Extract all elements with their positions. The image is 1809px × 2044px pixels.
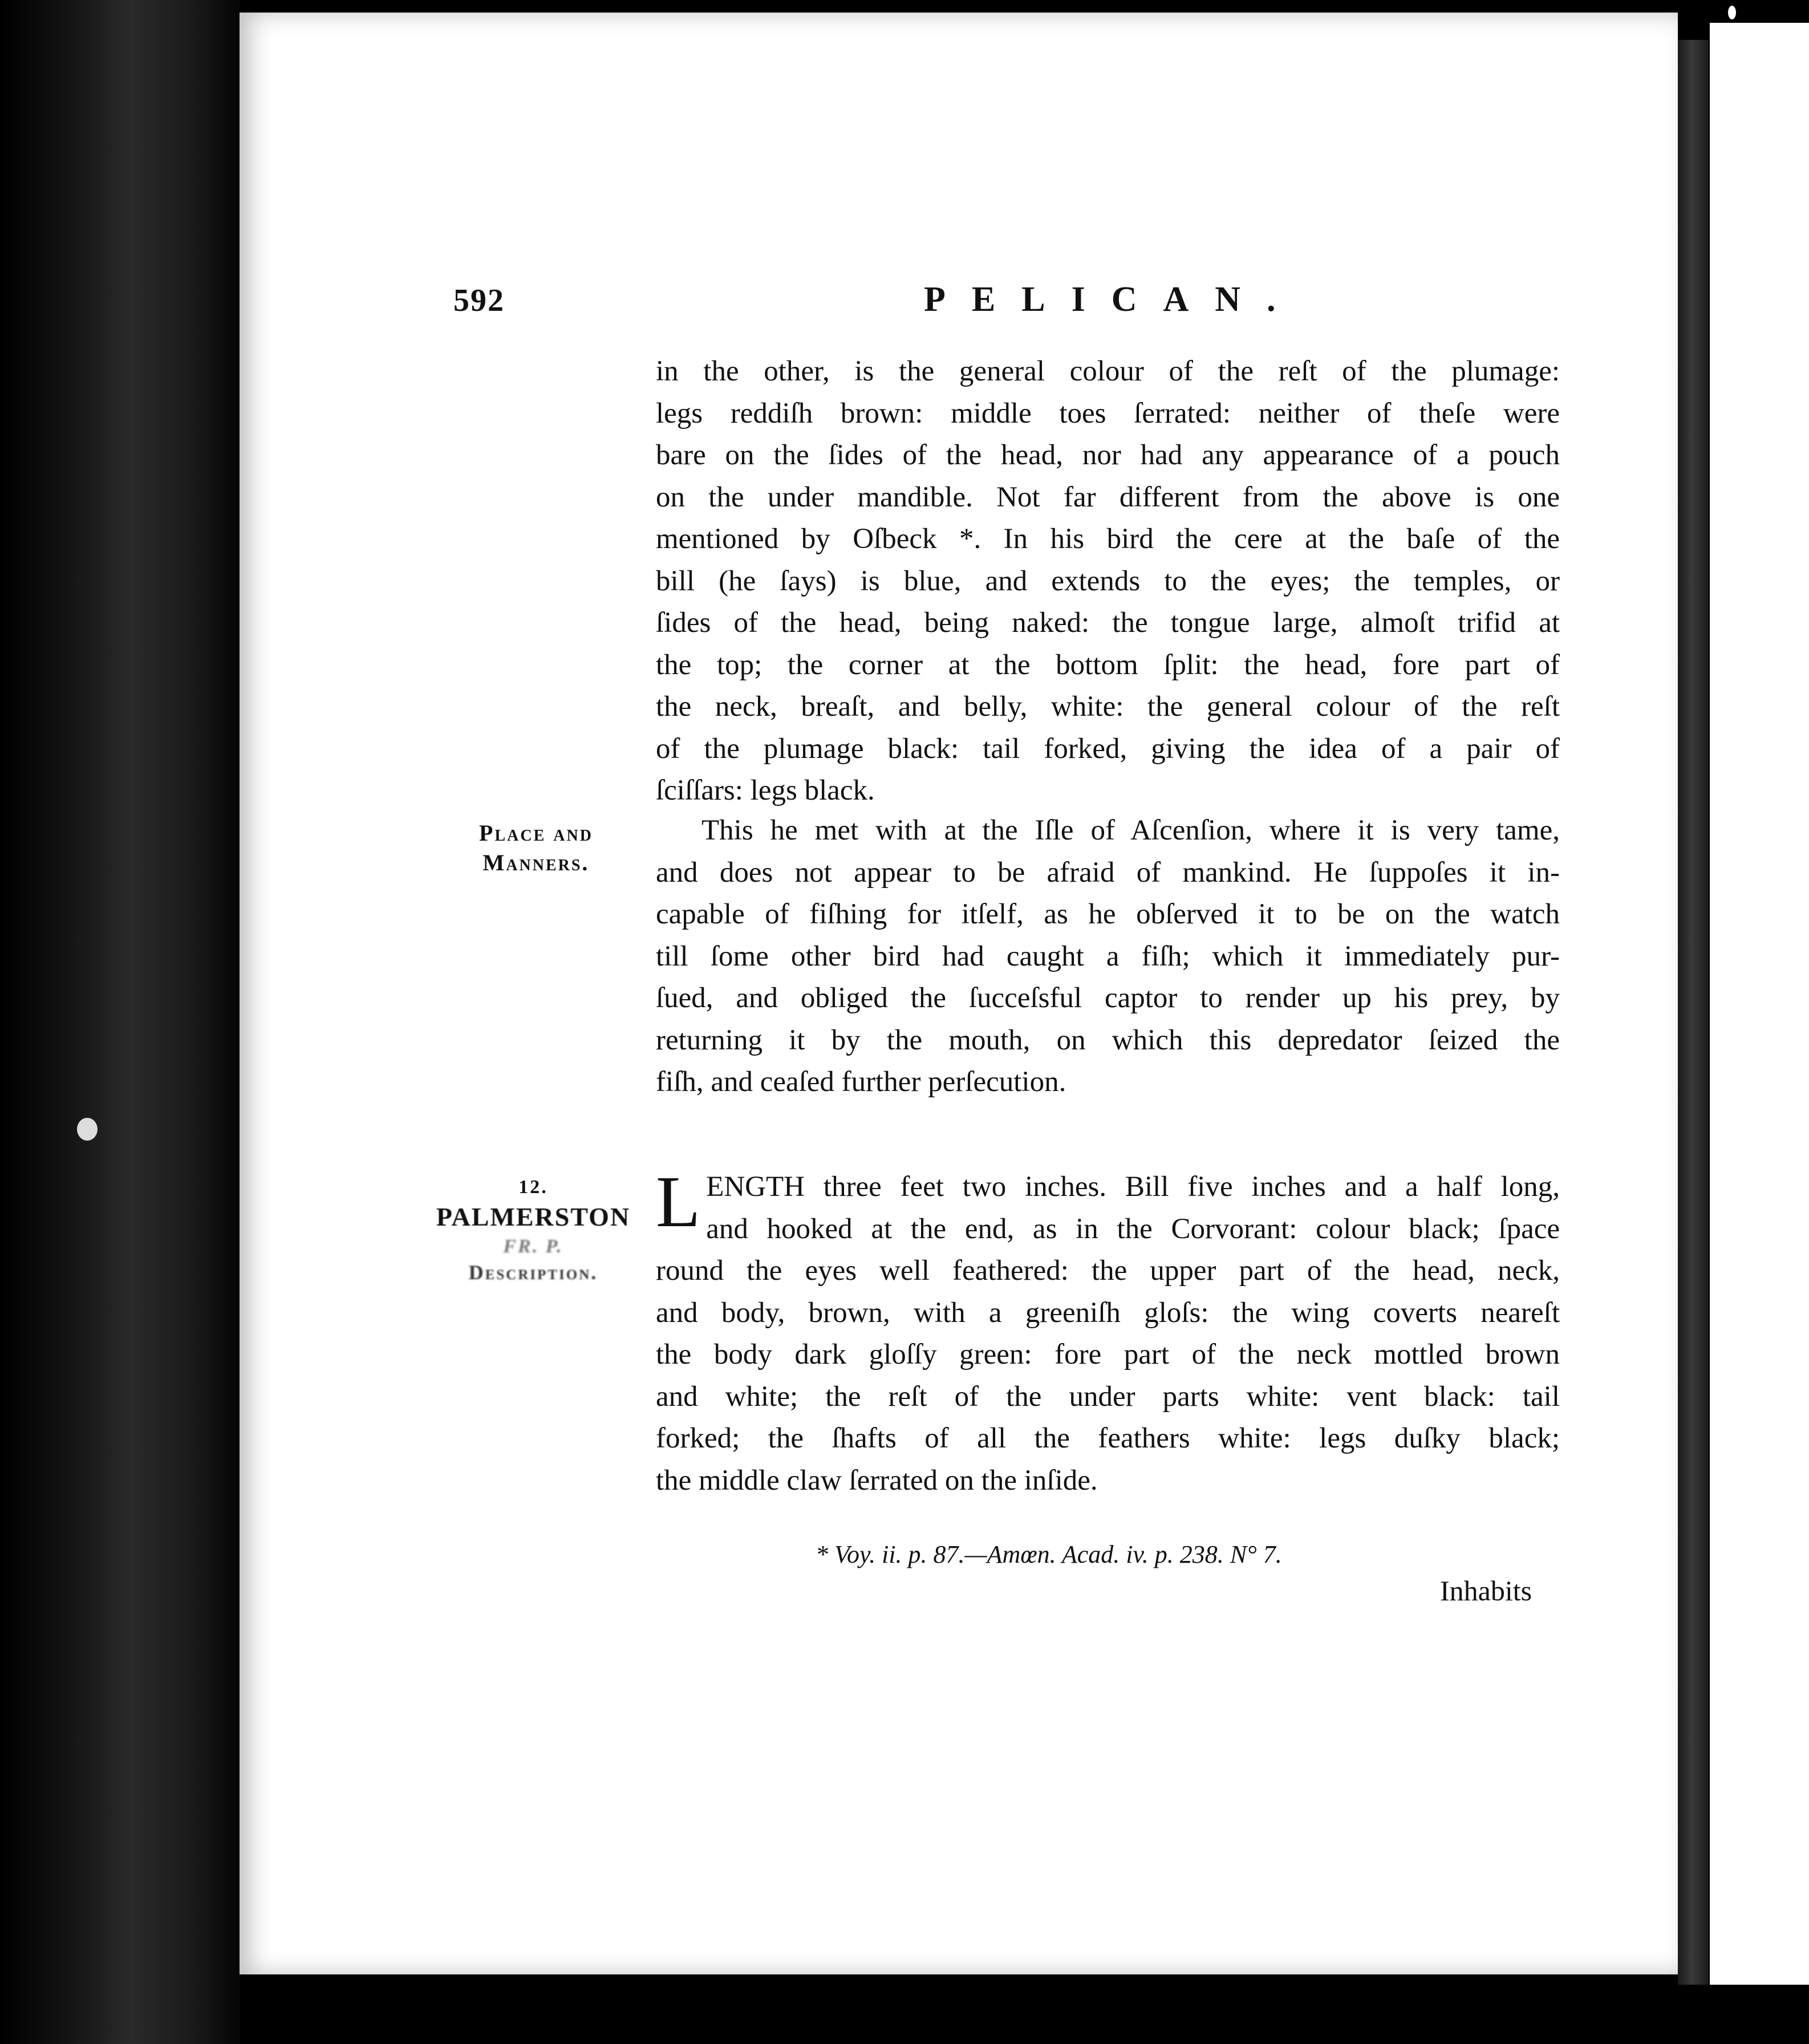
text-line: and does not appear to be afraid of mankind. He ſuppoſes it in- [656, 856, 1560, 889]
text-line: round the eyes well feathered: the upper part of the head, neck, [656, 1255, 1560, 1287]
text-line: legs reddiſh brown: middle toes ſerrated: neither of theſe were [656, 397, 1560, 429]
text-line: of the plumage black: tail forked, giving the idea of a pair of [656, 732, 1560, 765]
sidenote-place-and-manners [468, 818, 605, 878]
text-line: till ſome other bird had caught a fiſh; which it immediately pur- [656, 940, 1560, 972]
text-line: and white; the reſt of the under parts white: vent black: tail [656, 1380, 1560, 1413]
catchword: Inhabits [1440, 1575, 1532, 1607]
text-line: on the under mandible. Not far different from the above is one [656, 481, 1560, 513]
species-name: PALMERSTON [436, 1202, 631, 1232]
species-number: 12. [518, 1177, 548, 1198]
text-line: the top; the corner at the bottom ſplit: the head, fore part of [656, 648, 1560, 681]
footnote: * Voy. ii. p. 87.—Amœn. Acad. iv. p. 238. N° 7. [816, 1540, 1282, 1568]
text-line: ENGTH three feet two inches. Bill five inches and a half long, [706, 1171, 1560, 1203]
running-head: PELICAN. [924, 280, 1302, 319]
corner-speck [1728, 6, 1736, 19]
text-line: and hooked at the end, as in the Corvorant: colour black; ſpace [706, 1212, 1560, 1245]
paragraph-description-continued [656, 351, 1560, 812]
text-line: forked; the ſhafts of all the feathers white: legs duſky black; [656, 1422, 1560, 1454]
margin-speck [77, 1118, 98, 1141]
text-line: capable of fiſhing for itſelf, as he obſerved it to be on the watch [656, 898, 1560, 930]
text-line: and body, brown, with a greeniſh gloſs: the wing coverts neareſt [656, 1296, 1560, 1329]
page-number: 592 [453, 283, 505, 318]
text-line: the body dark gloſſy green: fore part of the neck mottled brown [656, 1339, 1560, 1370]
text-line: ſides of the head, being naked: the tongue large, almoſt trifid at [656, 607, 1560, 639]
book-spine-shadow [0, 0, 240, 2044]
sidenote-line: Place and [479, 820, 593, 846]
sidenote-line: Manners. [482, 850, 590, 875]
text-line: returning it by the mouth, on which this depredator ſeized the [656, 1024, 1560, 1056]
text-line: fiſh, and ceaſed further perſecution. [656, 1066, 1066, 1098]
bottom-edge [240, 1974, 1678, 2044]
text-line: in the other, is the general colour of the reſt of the plumage: [656, 355, 1560, 387]
paragraph-palmerston-description [656, 1161, 1560, 1502]
species-description-label: Description. [468, 1261, 598, 1284]
species-abbreviation: FR. P. [503, 1235, 563, 1257]
text-line: ſciſſars: legs black. [656, 774, 875, 806]
text-line: the neck, breaſt, and belly, white: the general colour of the reſt [656, 691, 1560, 723]
text-line: the middle claw ſerrated on the inſide. [656, 1464, 1098, 1496]
text-line: bill (he ſays) is blue, and extends to the eyes; the temples, or [656, 565, 1560, 597]
text-line: ſued, and obliged the ſucceſsful captor to render up his prey, by [656, 982, 1560, 1014]
sidenote-species [431, 1175, 636, 1286]
next-page-gutter [1674, 40, 1709, 1985]
drop-cap: L [656, 1161, 701, 1242]
text-line: mentioned by Oſbeck *. In his bird the cere at the baſe of the [656, 523, 1560, 555]
text-line: bare on the ſides of the head, nor had any appearance of a pouch [656, 439, 1560, 471]
text-line: This he met with at the Iſle of Aſcenſion, where it is very tame, [701, 814, 1560, 846]
paragraph-place-and-manners [656, 810, 1560, 1104]
next-page-sheet [1710, 23, 1809, 1985]
